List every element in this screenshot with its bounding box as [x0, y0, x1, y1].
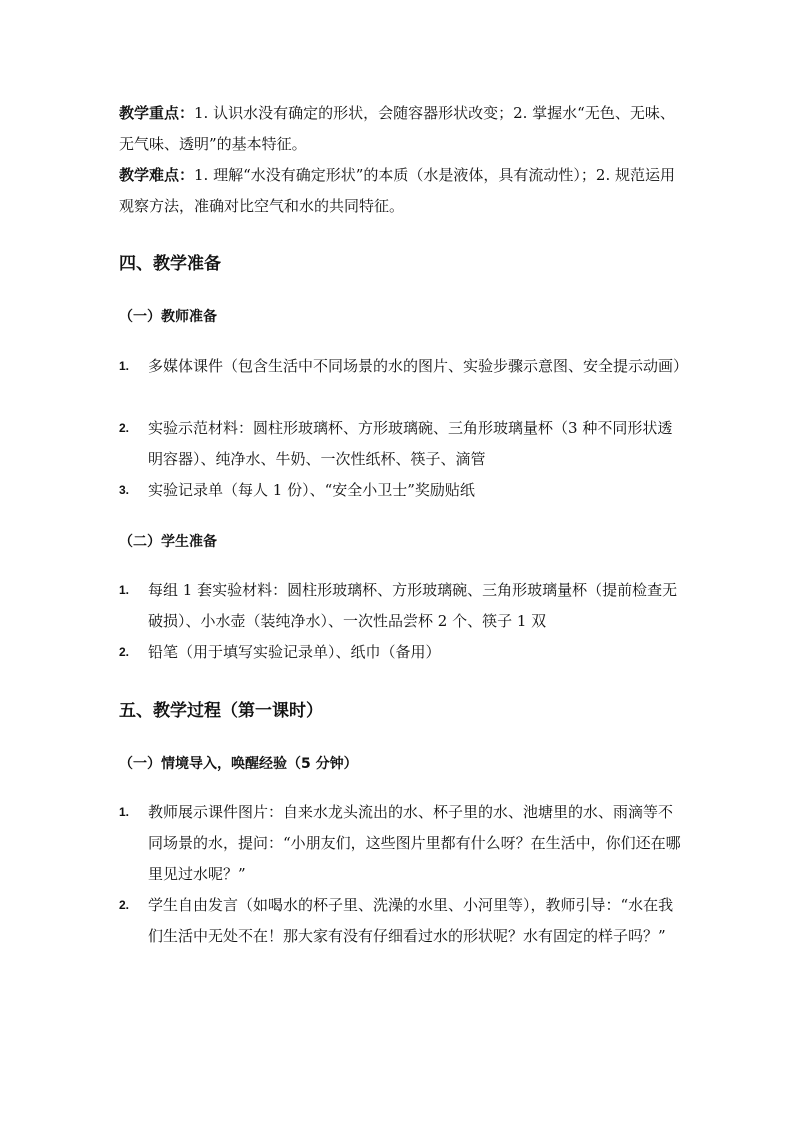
section-4-heading: 四、教学准备	[119, 254, 221, 274]
list-item-text: 实验记录单（每人 1 份）、“安全小卫士”奖励贴纸	[148, 481, 475, 499]
list-item-text: 每组 1 套实验材料：圆柱形玻璃杯、方形玻璃碗、三角形玻璃量杯（提前检查无破损）、小水壶（装纯净水）、一次性品尝杯 2 个、筷子 1 双	[148, 581, 678, 630]
list-number: 1.	[119, 359, 130, 373]
list-item-text: 教师展示课件图片：自来水龙头流出的水、杯子里的水、池塘里的水、雨滴等不同场景的水，提问：“小朋友们，这些图片里都有什么呀？在生活中，你们还在哪里见过水呢？”	[148, 803, 681, 883]
list-item	[119, 475, 685, 506]
list-number: 1.	[119, 583, 130, 597]
teaching-difficulty-paragraph	[119, 160, 685, 222]
list-number: 2.	[119, 898, 130, 912]
list-number: 3.	[119, 483, 130, 497]
list-item	[119, 351, 689, 382]
list-number: 2.	[119, 421, 130, 435]
list-item-text: 多媒体课件（包含生活中不同场景的水的图片、实验步骤示意图、安全提示动画）	[148, 357, 689, 375]
teaching-focus-label: 教学重点：	[119, 104, 195, 122]
teacher-prep-heading: （一）教师准备	[119, 309, 217, 325]
list-item	[119, 890, 685, 952]
list-item	[119, 637, 685, 668]
list-item-text: 铅笔（用于填写实验记录单）、纸巾（备用）	[148, 643, 441, 661]
teaching-focus-text: 1. 认识水没有确定的形状，会随容器形状改变；2. 掌握水“无色、无味、无气味、透明”的基本特征。	[119, 104, 675, 153]
list-item	[119, 413, 685, 475]
list-item	[119, 575, 685, 637]
teaching-difficulty-text: 1. 理解“水没有确定形状”的本质（水是液体，具有流动性）；2. 规范运用观察方法，准确对比空气和水的共同特征。	[119, 166, 676, 215]
teaching-difficulty-label: 教学难点：	[119, 166, 195, 184]
teaching-focus-paragraph	[119, 98, 685, 160]
list-item-text: 学生自由发言（如喝水的杯子里、洗澡的水里、小河里等），教师引导：“水在我们生活中无处不在！那大家有没有仔细看过水的形状呢？水有固定的样子吗？”	[148, 896, 674, 945]
list-number: 1.	[119, 805, 130, 819]
section-5-heading: 五、教学过程（第一课时）	[119, 701, 323, 721]
list-item	[119, 797, 685, 890]
list-item-text: 实验示范材料：圆柱形玻璃杯、方形玻璃碗、三角形玻璃量杯（3 种不同形状透明容器）、纯净水、牛奶、一次性纸杯、筷子、滴管	[148, 419, 673, 468]
lesson-intro-heading: （一）情境导入，唤醒经验（5 分钟）	[119, 756, 358, 772]
student-prep-heading: （二）学生准备	[119, 534, 217, 550]
list-number: 2.	[119, 645, 130, 659]
